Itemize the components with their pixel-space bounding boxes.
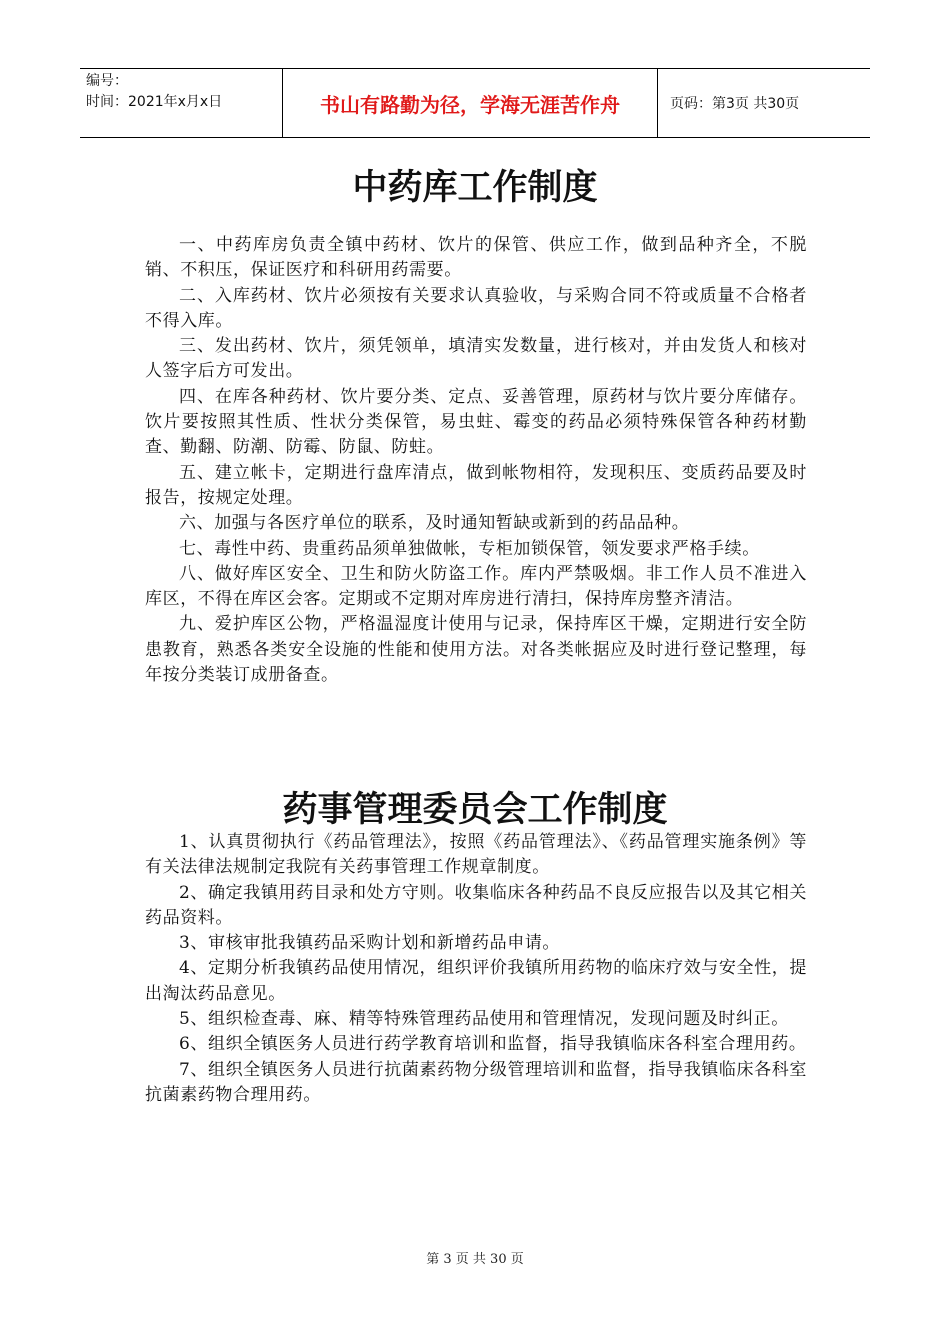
paragraph: 1、认真贯彻执行《药品管理法》，按照《药品管理法》、《药品管理实施条例》等有关法律法规制定我院有关药事管理工作规章制度。 [145, 832, 807, 878]
paragraph: 六、加强与各医疗单位的联系，及时通知暂缺或新到的药品品种。 [179, 513, 690, 534]
paragraph: 5、组织检查毒、麻、精等特殊管理药品使用和管理情况，发现问题及时纠正。 [179, 1009, 789, 1030]
paragraph: 七、毒性中药、贵重药品须单独做帐，专柜加锁保管，领发要求严格手续。 [179, 538, 760, 559]
document-number-label: 编号： [86, 73, 128, 89]
paragraph: 五、建立帐卡，定期进行盘库清点，做到帐物相符，发现积压、变质药品要及时报告，按规定处理。 [145, 462, 807, 508]
header-motto: 书山有路勤为径，学海无涯苦作舟 [282, 69, 658, 137]
page-footer: 第 3 页 共 30 页 [426, 1252, 524, 1267]
paragraph: 2、确定我镇用药目录和处方守则。收集临床各种药品不良反应报告以及其它相关药品资料。 [145, 882, 807, 928]
paragraph: 一、中药库房负责全镇中药材、饮片的保管、供应工作，做到品种齐全，不脱销、不积压，保证医疗和科研用药需要。 [145, 235, 807, 281]
header-page-label: 页码：第3页 共30页 [670, 96, 800, 112]
paragraph: 7、组织全镇医务人员进行抗菌素药物分级管理培训和监督，指导我镇临床各科室抗菌素药物合理用药。 [145, 1059, 807, 1105]
header-meta [80, 69, 282, 137]
section-body-pharmacy-committee [145, 830, 807, 1108]
paragraph: 4、定期分析我镇药品使用情况，组织评价我镇所用药物的临床疗效与安全性，提出淘汰药品意见。 [145, 958, 807, 1004]
paragraph: 二、入库药材、饮片必须按有关要求认真验收，与采购合同不符或质量不合格者不得入库。 [145, 285, 807, 331]
paragraph: 四、在库各种药材、饮片要分类、定点、妥善管理，原药材与饮片要分库储存。饮片要按照其性质、性状分类保管，易虫蛀、霉变的药品必须特殊保管各种药材勤查、勤翻、防潮、防霉、防鼠、防蛀。 [145, 386, 807, 458]
paragraph: 八、做好库区安全、卫生和防火防盗工作。库内严禁吸烟。非工作人员不准进入库区，不得在库区会客。定期或不定期对库房进行清扫，保持库房整齐清洁。 [145, 563, 807, 610]
document-date: 时间：2021年x月x日 [86, 94, 223, 110]
paragraph: 6、组织全镇医务人员进行药学教育培训和监督，指导我镇临床各科室合理用药。 [179, 1034, 807, 1055]
page-header [80, 68, 870, 138]
paragraph: 三、发出药材、饮片，须凭领单，填清实发数量，进行核对，并由发货人和核对人签字后方可发出。 [145, 336, 807, 382]
section-title-herbal-warehouse: 中药库工作制度 [352, 167, 598, 208]
section-body-herbal-warehouse [145, 233, 807, 688]
paragraph: 3、审核审批我镇药品采购计划和新增药品申请。 [179, 933, 561, 954]
paragraph: 九、爱护库区公物，严格温湿度计使用与记录，保持库区干燥，定期进行安全防患教育，熟悉各类安全设施的性能和使用方法。对各类帐据应及时进行登记整理，每年按分类装订成册备查。 [145, 614, 807, 686]
header-page-number [664, 69, 870, 137]
section-title-pharmacy-committee: 药事管理委员会工作制度 [282, 789, 668, 830]
